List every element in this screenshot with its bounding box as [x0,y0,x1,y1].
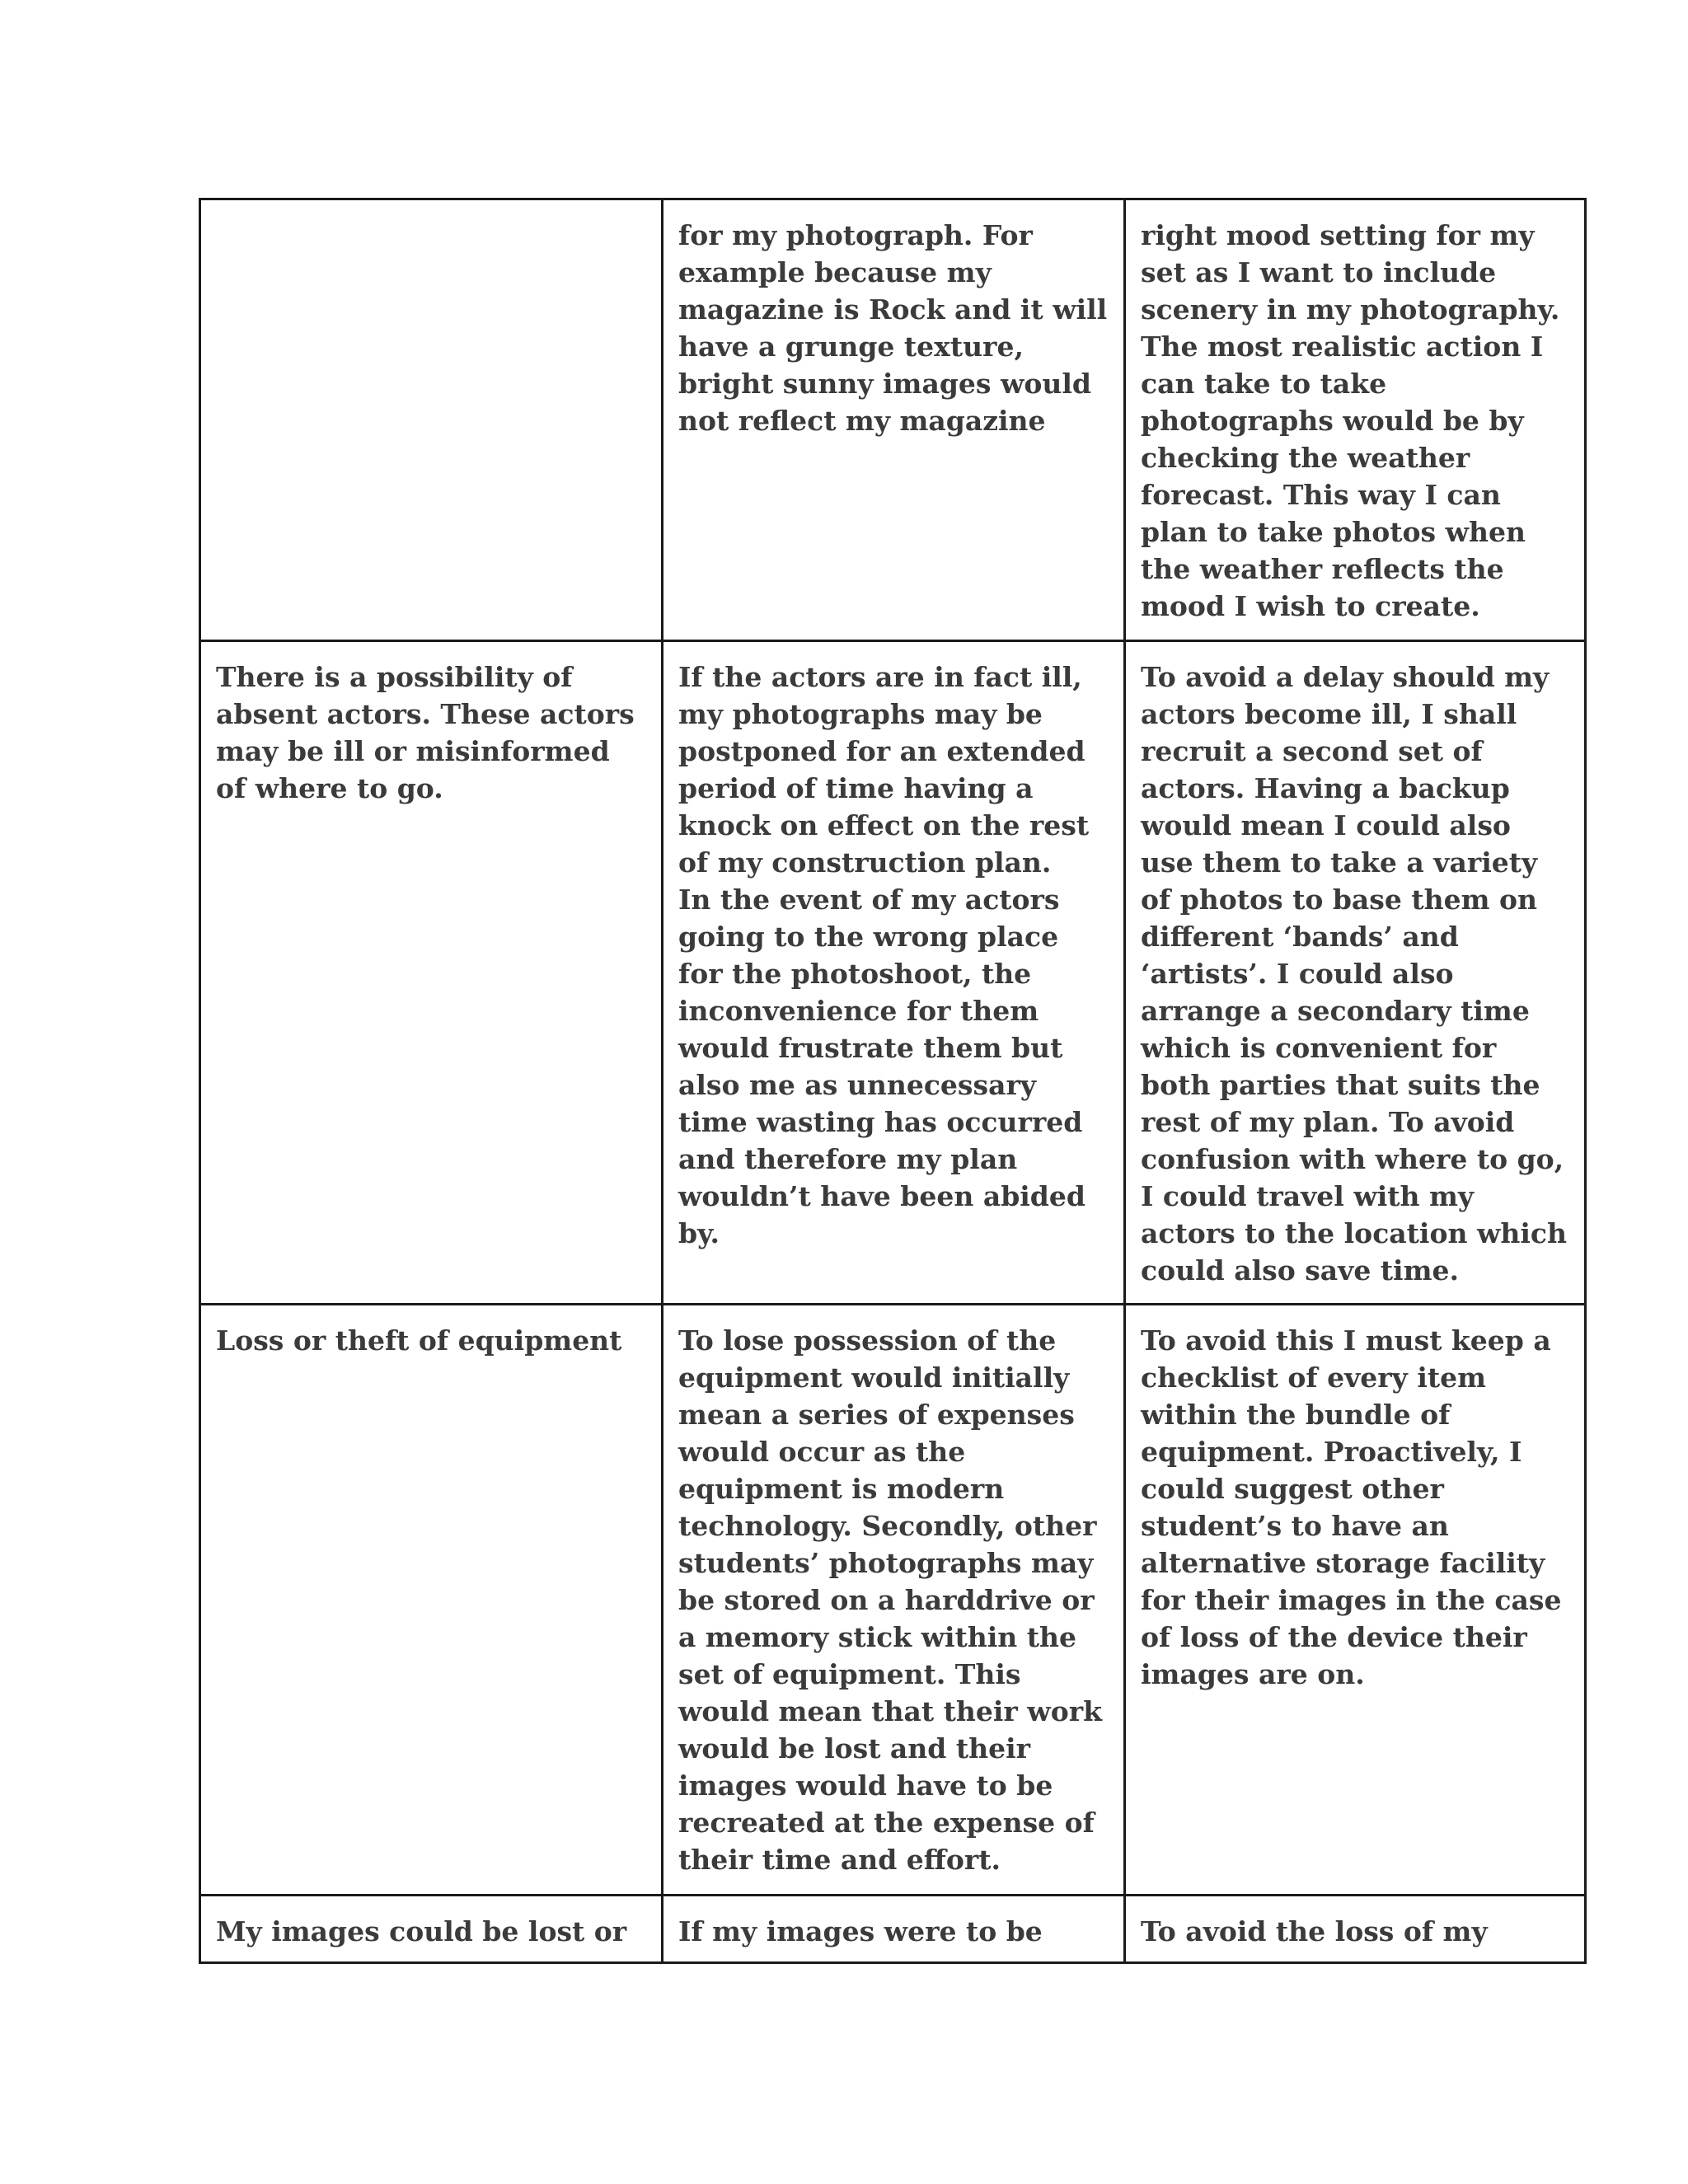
table-row [200,1305,1586,1896]
action-cell [1125,1896,1586,1963]
cell-text: If my images were to be [678,1915,1043,1947]
cell-text: To avoid this I must keep a checklist of every item within the bundle of equipment. Proactively, I could suggest other student’s to have an alternative storage facility for their images in the case of loss of the device their images are on. [1141,1324,1562,1690]
action-cell [1125,199,1586,641]
risk-cell [200,199,663,641]
table-row [200,641,1586,1305]
cell-text: To avoid the loss of my [1141,1915,1488,1947]
cell-text: right mood setting for my set as I want to include scenery in my photography. The most realistic action I can take to take photographs would be by checking the weather forecast. This way I can plan to take photos when the weather reflects the mood I wish to create. [1141,219,1560,622]
table-row [200,1896,1586,1963]
consequence-cell [663,1896,1125,1963]
risk-cell [200,641,663,1305]
cell-text: To avoid a delay should my actors become ill, I shall recruit a second set of actors. Having a backup would mean I could also use them to take a variety of photos to base them on different ‘bands’ and ‘artists’. I could also arrange a secondary time which is convenient for both parties that suits the rest of my plan. To avoid confusion with where to go, I could travel with my actors to the location which could also save time. [1141,661,1567,1286]
cell-text: for my photograph. For example because my magazine is Rock and it will have a grunge texture, bright sunny images would not reflect my magazine [678,219,1108,437]
consequence-cell [663,199,1125,641]
cell-text: There is a possibility of absent actors. These actors may be ill or misinformed of where to go. [216,661,635,804]
table-row [200,199,1586,641]
cell-text: Loss or theft of equipment [216,1324,622,1357]
consequence-cell [663,641,1125,1305]
action-cell [1125,641,1586,1305]
cell-text: If the actors are in fact ill, my photographs may be postponed for an extended period of time having a knock on effect on the rest of my construction plan. In the event of my actors going to the wrong place for the photoshoot, the inconvenience for them would frustrate them but also me as unnecessary time wasting has occurred and therefore my plan wouldn’t have been abided by. [678,661,1090,1249]
risk-assessment-table [199,198,1587,1964]
cell-text: To lose possession of the equipment would initially mean a series of expenses would occur as the equipment is modern technology. Secondly, other students’ photographs may be stored on a harddrive or a memory stick within the set of equipment. This would mean that their work would be lost and their images would have to be recreated at the expense of their time and effort. [678,1324,1102,1876]
cell-text: My images could be lost or [216,1915,627,1947]
action-cell [1125,1305,1586,1896]
risk-cell [200,1896,663,1963]
risk-cell [200,1305,663,1896]
consequence-cell [663,1305,1125,1896]
